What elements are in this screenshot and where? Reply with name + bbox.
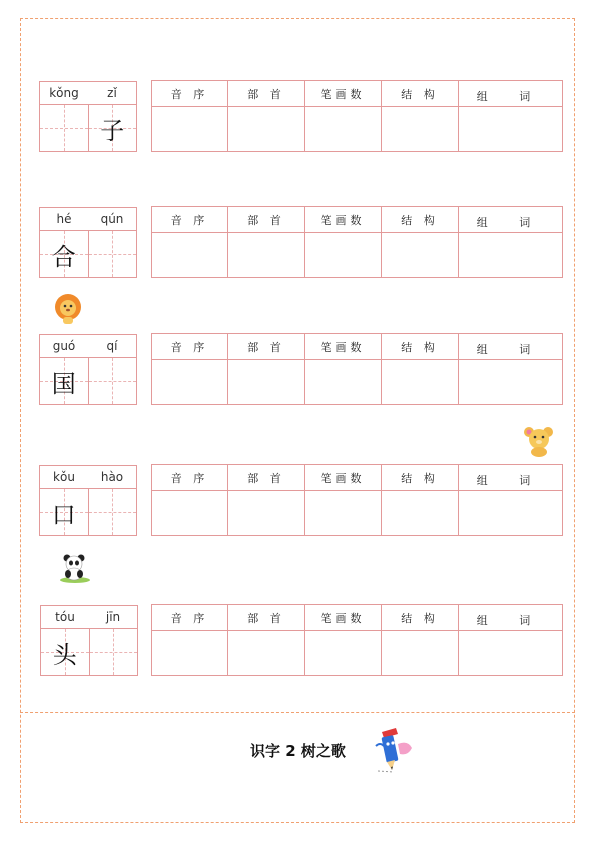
answer-cell[interactable] — [152, 360, 228, 404]
tian-grid-cell[interactable] — [88, 231, 137, 277]
pinyin: qí — [106, 339, 118, 353]
header-yinxu: 音 序 — [152, 207, 228, 233]
panda-icon — [58, 552, 92, 584]
answer-cell[interactable] — [382, 233, 459, 277]
tian-grid-cell[interactable] — [88, 358, 137, 404]
answer-cell[interactable] — [459, 631, 562, 675]
lesson-title: 识字 2 树之歌 — [250, 742, 346, 760]
answer-cell[interactable] — [382, 491, 459, 535]
tian-grid-row — [39, 357, 137, 405]
tian-grid-cell[interactable] — [88, 489, 137, 535]
answer-cell[interactable] — [305, 491, 382, 535]
answer-cell[interactable] — [152, 107, 228, 151]
answer-cell[interactable] — [305, 360, 382, 404]
lion-icon — [54, 293, 82, 325]
pinyin: hào — [100, 470, 124, 484]
answer-cell[interactable] — [152, 491, 228, 535]
header-jiegou: 结 构 — [382, 605, 459, 631]
header-zuci: 组 词 — [459, 81, 562, 107]
answer-cell[interactable] — [228, 233, 305, 277]
header-yinxu: 音 序 — [152, 81, 228, 107]
pinyin: guó — [52, 339, 76, 353]
pinyin-row — [39, 465, 137, 488]
header-yinxu: 音 序 — [152, 605, 228, 631]
header-jiegou: 结 构 — [382, 465, 459, 491]
answer-cell[interactable] — [459, 491, 562, 535]
bear-icon — [522, 424, 556, 458]
pinyin: zǐ — [107, 86, 117, 100]
answer-cell[interactable] — [459, 107, 562, 151]
char-block-2 — [39, 207, 137, 278]
answer-cell[interactable] — [228, 360, 305, 404]
answer-cell[interactable] — [228, 491, 305, 535]
header-jiegou: 结 构 — [382, 334, 459, 360]
header-bihuashu: 笔画数 — [305, 81, 382, 107]
answer-cell[interactable] — [305, 107, 382, 151]
header-bushou: 部 首 — [228, 605, 305, 631]
pinyin-row — [39, 81, 137, 104]
pinyin: kǒng — [49, 86, 79, 100]
header-bushou: 部 首 — [228, 465, 305, 491]
tian-grid-cell[interactable] — [40, 105, 88, 151]
tian-grid-row — [39, 104, 137, 152]
char-block-4 — [39, 465, 137, 536]
info-table-3 — [151, 333, 563, 405]
pinyin: jīn — [105, 610, 121, 624]
pinyin: qún — [100, 212, 124, 226]
info-table-4 — [151, 464, 563, 536]
header-zuci: 组 词 — [459, 465, 562, 491]
info-table-2 — [151, 206, 563, 278]
tian-grid-cell[interactable] — [89, 629, 138, 675]
tian-grid-cell[interactable]: 子 — [88, 105, 137, 151]
header-bihuashu: 笔画数 — [305, 207, 382, 233]
answer-cell[interactable] — [228, 107, 305, 151]
answer-cell[interactable] — [228, 631, 305, 675]
char-block-5 — [40, 605, 138, 676]
info-table-1 — [151, 80, 563, 152]
answer-cell[interactable] — [152, 233, 228, 277]
tian-grid-cell[interactable]: 国 — [40, 358, 88, 404]
tian-grid-cell[interactable]: 头 — [41, 629, 89, 675]
tian-grid-cell[interactable]: 合 — [40, 231, 88, 277]
tian-grid-cell[interactable]: 口 — [40, 489, 88, 535]
header-yinxu: 音 序 — [152, 334, 228, 360]
char-block-1 — [39, 81, 137, 152]
pinyin-row — [39, 334, 137, 357]
tian-grid-row — [39, 488, 137, 536]
header-zuci: 组 词 — [459, 207, 562, 233]
answer-cell[interactable] — [382, 107, 459, 151]
pinyin-row — [40, 605, 138, 628]
pinyin: tóu — [55, 610, 75, 624]
info-table-5 — [151, 604, 563, 676]
pinyin: hé — [56, 212, 72, 226]
tian-grid-row — [39, 230, 137, 278]
pinyin: kǒu — [53, 470, 75, 484]
answer-cell[interactable] — [382, 631, 459, 675]
answer-cell[interactable] — [305, 631, 382, 675]
header-jiegou: 结 构 — [382, 81, 459, 107]
answer-cell[interactable] — [382, 360, 459, 404]
header-bihuashu: 笔画数 — [305, 334, 382, 360]
header-bushou: 部 首 — [228, 81, 305, 107]
header-yinxu: 音 序 — [152, 465, 228, 491]
header-bushou: 部 首 — [228, 207, 305, 233]
header-bushou: 部 首 — [228, 334, 305, 360]
pinyin-row — [39, 207, 137, 230]
header-bihuashu: 笔画数 — [305, 605, 382, 631]
header-zuci: 组 词 — [459, 334, 562, 360]
answer-cell[interactable] — [152, 631, 228, 675]
header-bihuashu: 笔画数 — [305, 465, 382, 491]
answer-cell[interactable] — [305, 233, 382, 277]
header-zuci: 组 词 — [459, 605, 562, 631]
footer-divider — [20, 712, 575, 713]
char-block-3 — [39, 334, 137, 405]
pencil-mascot-icon — [372, 726, 416, 774]
header-jiegou: 结 构 — [382, 207, 459, 233]
answer-cell[interactable] — [459, 233, 562, 277]
tian-grid-row — [40, 628, 138, 676]
answer-cell[interactable] — [459, 360, 562, 404]
